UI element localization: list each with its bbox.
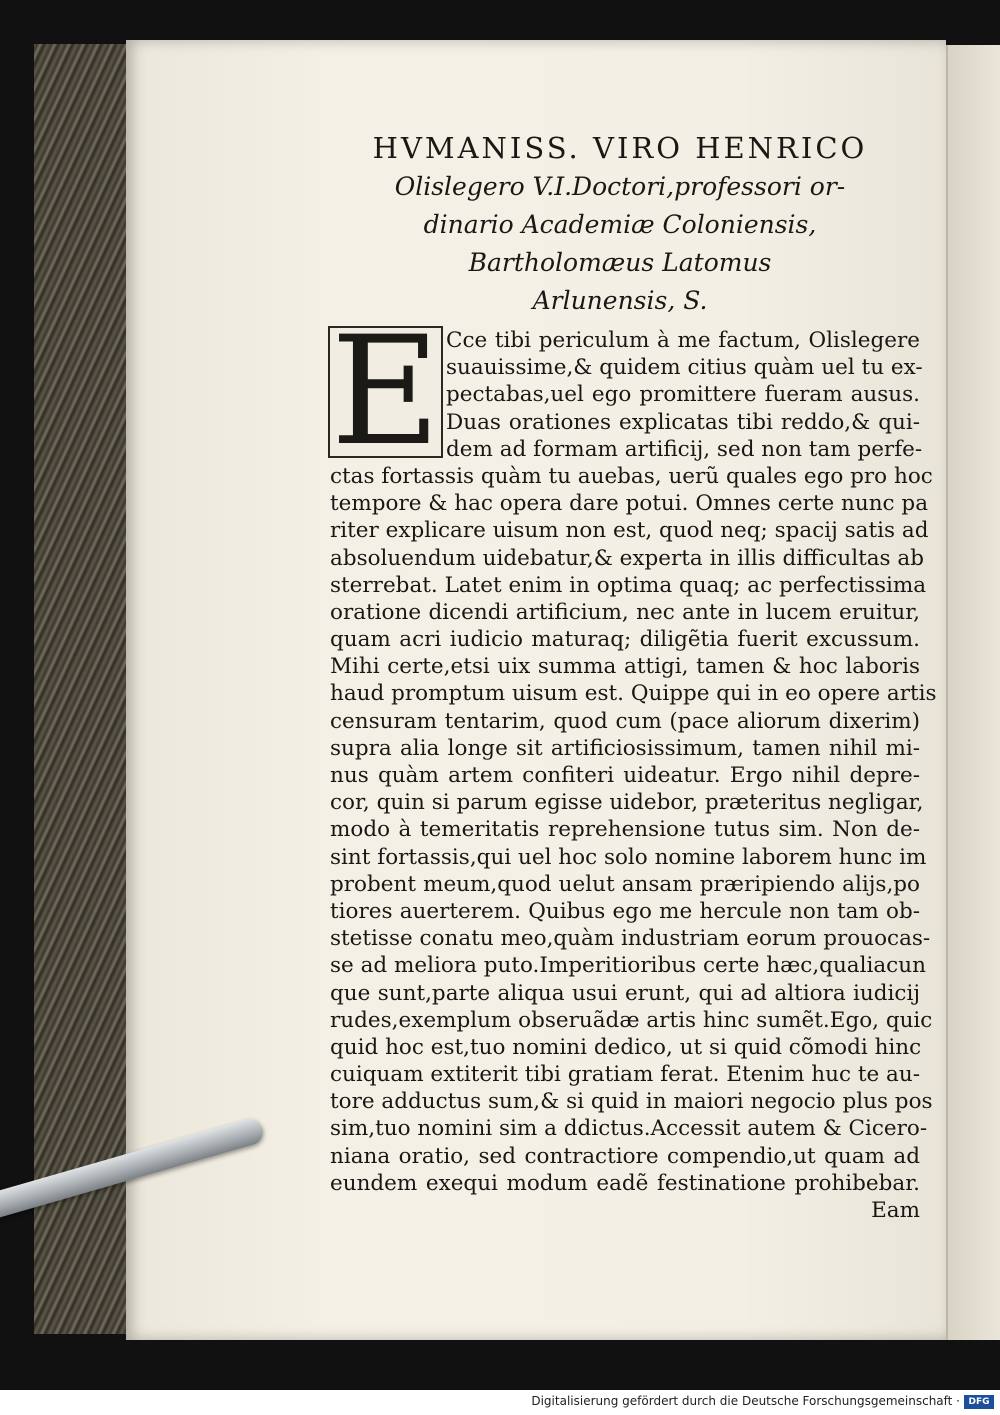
book-cover-edge	[34, 44, 136, 1334]
heading-line: Bartholomæus Latomus	[468, 248, 772, 277]
text-line: eundem exequi modum eadẽ festinatione prohibebar.	[330, 1170, 920, 1196]
text-line: Mihi certe,etsi uix summa attigi, tamen & hoc laboris	[330, 654, 920, 680]
text-line: Cce tibi periculum à me factum, Olislegere	[446, 328, 920, 353]
text-line: cuiquam extiterit tibi gratiam ferat. Etenim huc te au-	[330, 1062, 920, 1088]
digitization-footer	[0, 1390, 1000, 1415]
text-line: Eam	[871, 1198, 920, 1223]
text-line: dem ad formam artificij, sed non tam perfe-	[446, 436, 923, 462]
text-line: oratione dicendi artificium, nec ante in lucem eruitur,	[330, 599, 920, 625]
text-line: supra alia longe sit artificiosissimum, tamen nihil mi-	[330, 735, 920, 761]
dfg-logo: DFG	[964, 1395, 994, 1409]
text-line: tiores auerterem. Quibus ego me hercule non tam ob-	[330, 898, 920, 924]
text-line: probent meum,quod uelut ansam præripiendo alijs,po	[330, 871, 920, 897]
text-line: sim,tuo nomini sim a ddictus.Accessit autem & Cicero-	[330, 1116, 928, 1142]
heading-line: Arlunensis, S.	[532, 286, 708, 315]
heading-line: Olislegero V.I.Doctori,professori or-	[394, 172, 846, 201]
text-line: nus quàm artem confiteri uideatur. Ergo nihil depre-	[330, 763, 920, 788]
heading-line: HVMANISS. VIRO HENRICO	[372, 131, 868, 165]
dedication-heading	[320, 128, 920, 320]
text-line: riter explicare uisum non est, quod neq; spacij satis ad	[330, 518, 929, 544]
text-line: quid hoc est,tuo nomini dedico, ut si quid cõmodi hinc	[330, 1034, 922, 1060]
text-line: niana oratio, sed contractiore compendio,ut quam ad	[330, 1143, 920, 1169]
text-line: quam acri iudicio maturaq; diligẽtia fuerit excussum.	[330, 627, 920, 653]
body-text	[330, 327, 937, 1224]
footer-credit: Digitalisierung gefördert durch die Deutsche Forschungsgemeinschaft ·	[531, 1394, 960, 1408]
text-line: rudes,exemplum obseruãdæ artis hinc sumẽt.Ego, quic	[330, 1007, 933, 1033]
text-line: ctas fortassis quàm tu auebas, uerũ quales ego pro hoc	[330, 463, 933, 489]
heading-line: dinario Academiæ Coloniensis,	[423, 210, 817, 239]
decorated-initial: E	[328, 326, 443, 458]
text-line: que sunt,parte aliqua usui erunt, qui ad altiora iudicij	[330, 980, 920, 1006]
text-line: absoluendum uidebatur,& experta in illis difficultas ab	[330, 545, 924, 571]
text-line: suauissime,& quidem citius quàm uel tu ex-	[446, 355, 923, 381]
text-line: tempore & hac opera dare potui. Omnes certe nunc pa	[330, 491, 929, 517]
text-line: tore adductus sum,& si quid in maiori negocio plus pos	[330, 1089, 933, 1115]
text-line: sint fortassis,qui uel hoc solo nomine laborem hunc im	[330, 844, 927, 870]
text-line: stetisse conatu meo,quàm industriam eorum prouocas-	[330, 926, 931, 952]
text-line: censuram tentarim, quod cum (pace aliorum dixerim)	[330, 708, 920, 734]
text-line: se ad meliora puto.Imperitioribus certe hæc,qualiacun	[330, 953, 926, 979]
text-line: haud promptum uisum est. Quippe qui in eo opere artis	[330, 681, 937, 707]
text-line: pectabas,uel ego promittere fueram ausus.	[446, 382, 920, 408]
text-line: cor, quin si parum egisse uidebor, præteritus negligar,	[330, 790, 924, 816]
facing-page-edge	[946, 45, 1000, 1340]
text-line: Duas orationes explicatas tibi reddo,& qui-	[446, 409, 920, 435]
text-line: sterrebat. Latet enim in optima quaq; ac perfectissima	[330, 572, 927, 598]
text-line: modo à temeritatis reprehensione tutus sim. Non de-	[330, 817, 920, 843]
